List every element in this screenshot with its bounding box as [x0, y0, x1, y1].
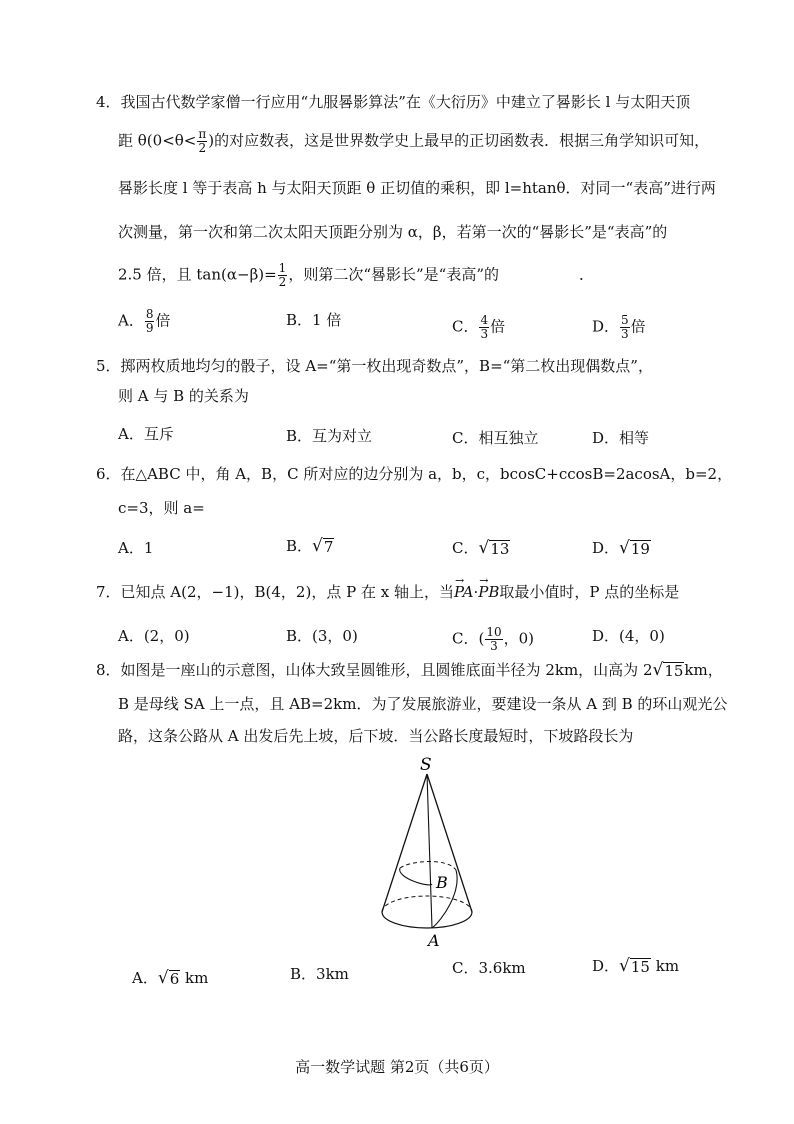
q6-option-b — [286, 536, 334, 556]
option-label: B． — [286, 537, 313, 555]
q5-option-c: C．相互独立 — [452, 429, 539, 447]
label-b: B — [436, 873, 448, 892]
q6-option-d — [592, 538, 651, 558]
q6-line2: c=3，则 a= — [118, 499, 205, 517]
sqrt — [158, 969, 180, 987]
radical-sign: √ — [619, 956, 630, 976]
q4-option-c — [452, 314, 505, 341]
base-front-arc — [382, 912, 472, 928]
frac-num: π — [198, 127, 207, 141]
unit: km — [185, 969, 209, 987]
dot-operator: · — [473, 583, 479, 601]
radical-sign: √ — [478, 538, 490, 558]
q5-line2: 则 A 与 B 的关系为 — [118, 387, 249, 405]
base-back-arc — [382, 896, 472, 912]
radicand: 6 — [169, 970, 180, 988]
frac-num: 4 — [480, 313, 489, 327]
sqrt — [312, 537, 334, 555]
unit: 倍 — [490, 317, 506, 336]
q7-option-b: B．(3，0) — [286, 627, 358, 645]
frac-num: 5 — [621, 313, 629, 327]
option-tail: ，0) — [503, 629, 535, 648]
option-label: C． — [452, 317, 479, 336]
radicand: 15 — [630, 958, 650, 976]
q8-line3: 路，这条公路从 A 出发后先上坡，后下坡．当公路长度最短时，下坡路段长为 — [118, 727, 634, 745]
q6-line1: 6．在△ABC 中，角 A，B，C 所对应的边分别为 a，b，c，bcosC+ccosB=2acosA，b=2， — [96, 465, 733, 483]
sqrt — [652, 661, 684, 679]
frac-num: 1 — [278, 261, 287, 275]
unit: km — [655, 957, 680, 975]
frac-den: 3 — [480, 327, 489, 341]
frac — [620, 314, 630, 341]
option-label: C．( — [452, 629, 485, 648]
q7-line1 — [96, 582, 679, 602]
sqrt — [478, 539, 510, 557]
q8-line1b: km， — [684, 661, 723, 679]
q4-option-a — [118, 308, 171, 335]
frac-den: 3 — [621, 327, 629, 341]
q6-option-c — [452, 538, 510, 558]
vector-pb: → PB — [478, 582, 499, 602]
q5-option-a: A．互斥 — [118, 425, 174, 443]
option-label: D． — [592, 957, 620, 975]
radicand: 15 — [664, 662, 684, 680]
q5-line1: 5．掷两枚质地均匀的骰子，设 A=“第一枚出现奇数点”，B=“第二枚出现偶数点”， — [96, 357, 653, 375]
path-front-left — [400, 868, 432, 885]
radicand: 19 — [630, 540, 650, 558]
radical-sign: √ — [157, 968, 169, 988]
sqrt — [619, 539, 651, 557]
option-label: A． — [132, 969, 158, 987]
radicand: 13 — [490, 540, 510, 558]
q4-line1: 4．我国古代数学家僧一行应用“九服晷影算法”在《大衍历》中建立了晷影长 l 与太阳天顶 — [96, 93, 691, 111]
q8-line1 — [96, 660, 723, 680]
q8-option-d — [592, 956, 679, 976]
q7-line1a: 7．已知点 A(2，−1)，B(4，2)，点 P 在 x 轴上，当 — [96, 583, 454, 601]
option-label: D． — [592, 317, 620, 336]
path-back-dashed — [400, 862, 456, 871]
frac-den: 9 — [145, 321, 154, 335]
generatrix-sa — [427, 774, 432, 928]
radical-sign: √ — [652, 660, 664, 680]
frac — [479, 314, 489, 341]
q4-option-b: B．1 倍 — [286, 311, 342, 329]
q4-line2a: 距 θ(0<θ< — [118, 131, 197, 150]
frac-den: 3 — [490, 639, 498, 653]
q8-line2: B 是母线 SA 上一点，且 AB=2km．为了发展旅游业，要建设一条从 A 到 B 的环山观光公 — [118, 695, 728, 713]
frac — [485, 626, 502, 653]
q7-option-d: D．(4，0) — [592, 627, 665, 645]
q8-option-a — [132, 968, 208, 988]
unit: 倍 — [155, 311, 171, 330]
q8-line1a: 8．如图是一座山的示意图，山体大致呈圆锥形，且圆锥底面半径为 2km，山高为 2 — [96, 661, 653, 679]
cone-figure — [372, 752, 482, 952]
option-label: D． — [592, 539, 620, 557]
option-label: C． — [452, 539, 479, 557]
sqrt — [619, 957, 651, 975]
cone-left-generatrix — [382, 774, 427, 912]
q8-option-b: B．3km — [290, 965, 349, 983]
q4-frac-half — [278, 262, 288, 289]
frac-den: 2 — [198, 141, 207, 155]
label-a: A — [428, 931, 440, 950]
q4-line2 — [118, 128, 709, 155]
q4-option-d — [592, 314, 646, 341]
q5-option-d: D．相等 — [592, 429, 650, 447]
q5-option-b: B．互为对立 — [286, 427, 373, 445]
radical-sign: √ — [312, 536, 323, 556]
frac-num: 10 — [486, 625, 502, 639]
frac-num: 8 — [145, 307, 154, 321]
unit: 倍 — [630, 317, 646, 336]
q7-option-a: A．(2，0) — [118, 627, 190, 645]
cone-right-generatrix — [427, 774, 472, 912]
q4-line5b: ，则第二次“晷影长”是“表高”的 — [288, 265, 499, 284]
q7-line1b: 取最小值时，P 点的坐标是 — [499, 583, 680, 601]
q4-line3: 晷影长度 l 等于表高 h 与太阳天顶距 θ 正切值的乘积，即 l=htanθ．对同一“表高”进行两 — [118, 179, 716, 197]
q4-line5c: ． — [579, 265, 595, 284]
q7-option-c — [452, 626, 534, 653]
page-footer: 高一数学试题 第2页（共6页） — [295, 1058, 499, 1076]
q6-option-a: A．1 — [118, 539, 154, 557]
q4-frac-pi-over-2 — [197, 128, 207, 155]
q4-line4: 次测量，第一次和第二次太阳天顶距分别为 α，β，若第一次的“晷影长”是“表高”的 — [118, 223, 668, 241]
radical-sign: √ — [619, 538, 630, 558]
q4-line5a: 2.5 倍，且 tan(α−β)= — [118, 265, 277, 284]
frac-den: 2 — [278, 275, 287, 289]
radicand: 7 — [323, 538, 334, 556]
label-s: S — [420, 755, 432, 775]
frac — [145, 308, 155, 335]
option-label: A． — [118, 311, 144, 330]
q4-line5 — [118, 262, 594, 289]
q4-line2b: )的对应数表，这是世界数学史上最早的正切函数表．根据三角学知识可知， — [208, 131, 710, 150]
vector-pa: → PA — [454, 582, 474, 602]
q8-option-c: C．3.6km — [452, 959, 526, 977]
